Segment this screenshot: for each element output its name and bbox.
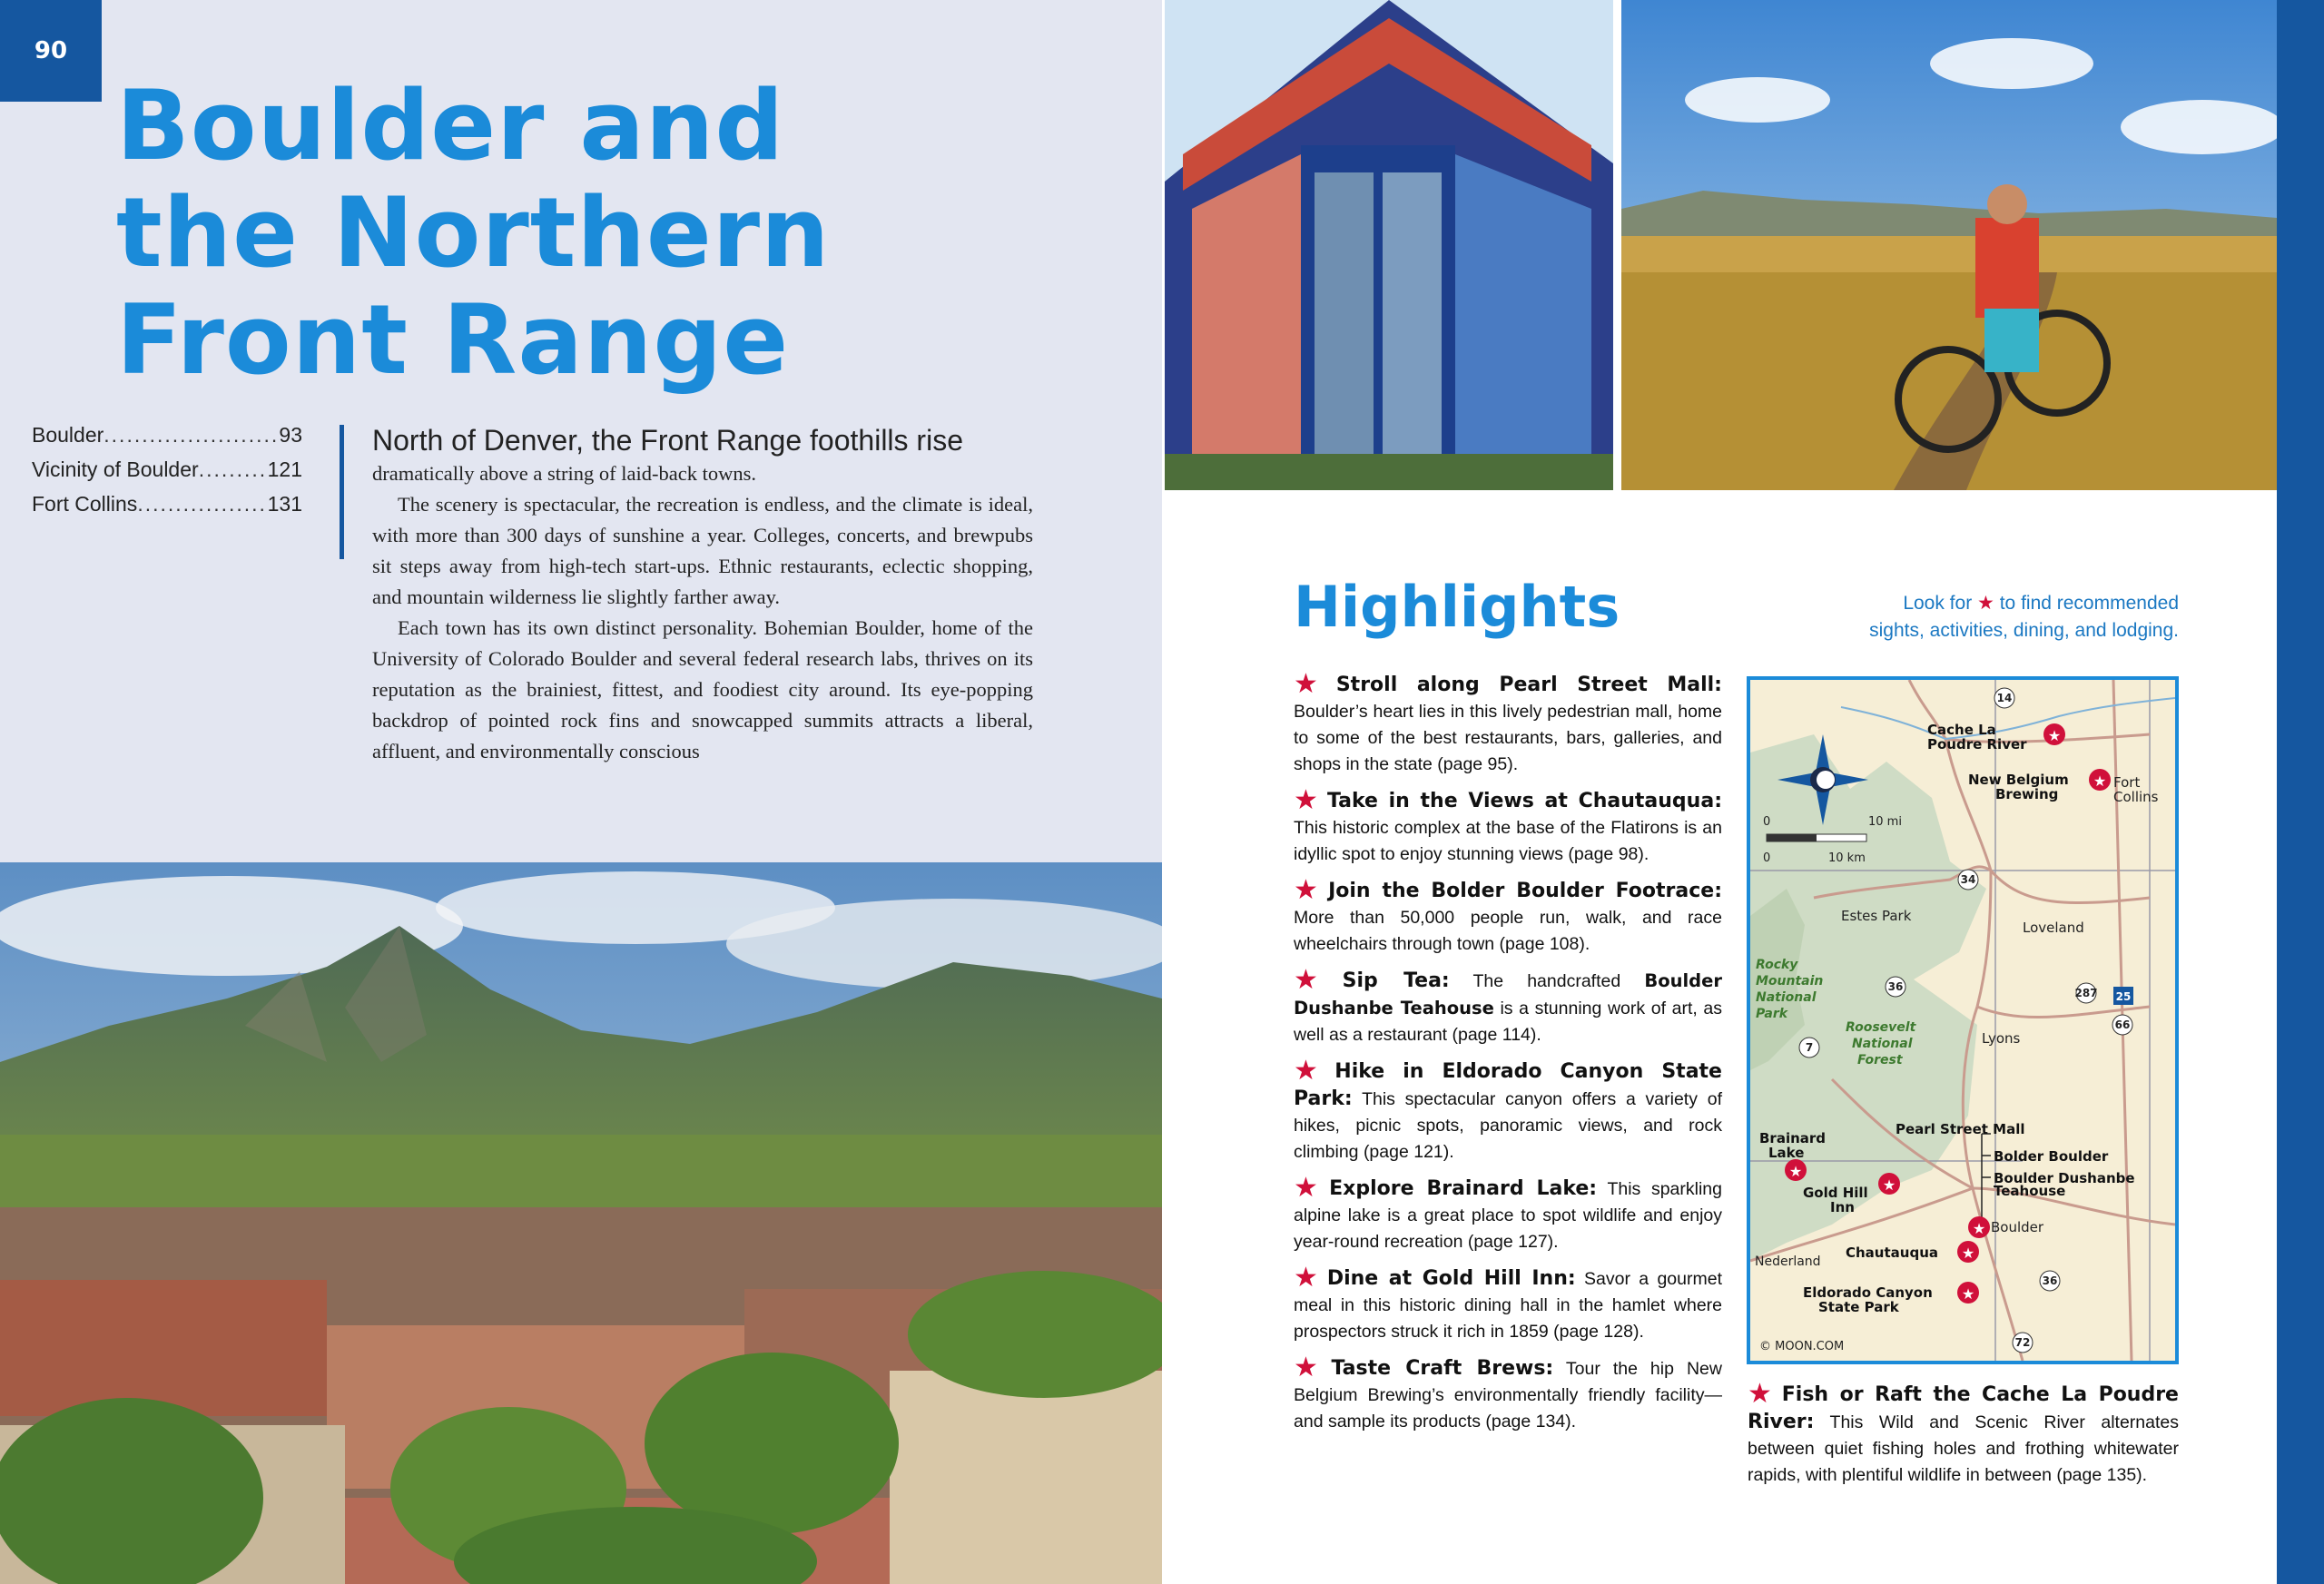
svg-text:Teahouse: Teahouse xyxy=(1994,1183,2066,1199)
svg-text:Fort: Fort xyxy=(2113,774,2141,791)
svg-text:Inn: Inn xyxy=(1830,1199,1855,1215)
svg-text:Poudre River: Poudre River xyxy=(1927,736,2027,753)
svg-text:Collins: Collins xyxy=(2113,789,2159,805)
highlight-body: Savor a gourmet meal in this historic dining hall in the hamlet where prospectors struck it rich in 1859 (page 128). xyxy=(1294,1269,1722,1342)
svg-text:Mountain: Mountain xyxy=(1756,974,1824,989)
page-edge-bar xyxy=(2277,0,2324,1584)
svg-text:Cache La: Cache La xyxy=(1927,722,1996,738)
svg-text:Brainard: Brainard xyxy=(1759,1130,1827,1146)
svg-text:© MOON.COM: © MOON.COM xyxy=(1759,1340,1845,1353)
highlight-body: This Wild and Scenic River alternates between quiet fishing holes and frothing whitewater rapids, with plentiful wildlife in between (page 135). xyxy=(1748,1412,2179,1485)
star-icon: ★ xyxy=(1294,1263,1322,1293)
svg-text:72: 72 xyxy=(2014,1336,2031,1349)
highlight-heading: Sip Tea: xyxy=(1342,969,1450,992)
star-icon: ★ xyxy=(1294,785,1322,815)
highlight-body: Boulder’s heart lies in this lively pedestrian mall, home to some of the best restaurants, bars, galleries, and shops in the state (page 95). xyxy=(1294,702,1722,774)
toc-entry[interactable] xyxy=(32,423,302,457)
svg-text:New Belgium: New Belgium xyxy=(1968,772,2069,788)
svg-text:14: 14 xyxy=(1996,692,2013,704)
highlight-heading: Join the Bolder Boulder Footrace: xyxy=(1328,880,1722,902)
highlight-heading: Explore Brainard Lake: xyxy=(1329,1177,1598,1200)
svg-text:★: ★ xyxy=(1882,1176,1896,1194)
highlights-title: Highlights xyxy=(1294,574,1620,640)
highlight-item xyxy=(1294,875,1722,958)
svg-text:Bolder Boulder: Bolder Boulder xyxy=(1994,1148,2109,1165)
highlight-heading: Dine at Gold Hill Inn: xyxy=(1326,1267,1576,1290)
svg-text:66: 66 xyxy=(2114,1018,2131,1031)
boulder-city-photo xyxy=(0,862,1162,1584)
teahouse-photo xyxy=(1165,0,1613,490)
svg-text:★: ★ xyxy=(1788,1163,1803,1180)
highlight-bold: Boulder Dushanbe Teahouse xyxy=(1294,970,1722,1018)
toc-entry[interactable] xyxy=(32,492,302,526)
intro-accent-bar xyxy=(340,425,344,559)
svg-text:★: ★ xyxy=(1961,1245,1975,1262)
intro-text xyxy=(372,422,1033,767)
highlight-heading: Take in the Views at Chautauqua: xyxy=(1326,790,1722,812)
chapter-title xyxy=(116,70,831,396)
svg-text:Lyons: Lyons xyxy=(1982,1030,2021,1047)
svg-text:Roosevelt: Roosevelt xyxy=(1846,1020,1916,1035)
highlight-item xyxy=(1294,1173,1722,1255)
star-icon: ★ xyxy=(1977,593,1994,614)
svg-text:National: National xyxy=(1756,990,1817,1005)
highlight-body: This historic complex at the base of the Flatirons is an idyllic spot to enjoy stunning views (page 98). xyxy=(1294,818,1722,864)
highlight-body: More than 50,000 people run, walk, and race wheelchairs through town (page 108). xyxy=(1294,908,1722,954)
highlight-body: This sparkling alpine lake is a great place to spot wildlife and enjoy year-round recreation (page 127). xyxy=(1294,1179,1722,1252)
star-icon: ★ xyxy=(1294,1173,1324,1203)
mountain-biker-photo xyxy=(1621,0,2277,490)
highlight-body: The handcrafted xyxy=(1472,971,1621,991)
svg-text:Rocky: Rocky xyxy=(1756,958,1798,972)
svg-text:Forest: Forest xyxy=(1857,1053,1903,1067)
highlight-item xyxy=(1294,1058,1722,1166)
highlights-map xyxy=(1747,676,2179,1364)
highlight-heading: Hike in Eldorado Canyon State Park: xyxy=(1294,1060,1722,1110)
svg-text:Pearl Street Mall: Pearl Street Mall xyxy=(1896,1121,2025,1137)
highlight-item xyxy=(1294,1355,1722,1435)
highlight-item xyxy=(1294,1265,1722,1345)
highlights-list xyxy=(1294,669,1722,1445)
svg-text:36: 36 xyxy=(1887,980,1904,993)
svg-text:Estes Park: Estes Park xyxy=(1841,908,1912,924)
page-number: 90 xyxy=(0,0,102,102)
svg-text:★: ★ xyxy=(1972,1220,1986,1237)
svg-text:Eldorado Canyon: Eldorado Canyon xyxy=(1803,1284,1933,1301)
star-icon: ★ xyxy=(1294,1353,1326,1382)
toc-entry[interactable] xyxy=(32,457,302,492)
highlight-heading: Taste Craft Brews: xyxy=(1331,1357,1554,1380)
highlight-body: This spectacular canyon offers a variety of hikes, picnic spots, panoramic views, and rock climbing (page 121). xyxy=(1294,1089,1722,1162)
toc-entry-page: 121 xyxy=(267,457,302,481)
svg-text:★: ★ xyxy=(2047,727,2062,744)
chapter-title-line: Boulder and xyxy=(116,70,785,182)
highlight-item xyxy=(1748,1379,2179,1489)
svg-text:Boulder Dushanbe: Boulder Dushanbe xyxy=(1994,1170,2135,1186)
highlight-body: is a stunning work of art, as well as a restaurant (page 114). xyxy=(1294,999,1722,1045)
chapter-title-line: the Northern xyxy=(116,177,831,289)
svg-text:Lake: Lake xyxy=(1768,1145,1805,1161)
star-icon: ★ xyxy=(1294,875,1324,905)
highlight-item xyxy=(1294,669,1722,778)
svg-text:Chautauqua: Chautauqua xyxy=(1846,1245,1938,1261)
svg-text:★: ★ xyxy=(1961,1285,1975,1303)
chapter-contents xyxy=(32,423,302,526)
svg-text:287: 287 xyxy=(2074,987,2098,999)
svg-text:36: 36 xyxy=(2042,1274,2058,1287)
svg-text:Gold Hill: Gold Hill xyxy=(1803,1185,1868,1201)
intro-paragraph: Each town has its own distinct personality. Bohemian Boulder, home of the University of Colorado Boulder and several federal research labs, thrives on its reputation as the brainiest, fittest, and foodiest city around. Its eye-popping backdrop of pointed rock fins and snowcapped summits attracts a liberal, affluent, and environmentally conscious xyxy=(372,616,1033,762)
toc-entry-page: 93 xyxy=(279,423,302,447)
svg-text:0: 0 xyxy=(1763,851,1771,865)
star-icon: ★ xyxy=(1294,1056,1330,1086)
intro-lead-continued: dramatically above a string of laid-back towns. xyxy=(372,462,756,485)
toc-entry-page: 131 xyxy=(267,492,302,516)
highlight-body: Tour the hip New Belgium Brewing’s environmentally friendly facility—and sample its products (page 134). xyxy=(1294,1359,1722,1432)
intro-lead: North of Denver, the Front Range foothills rise xyxy=(372,424,963,457)
toc-entry-label: Fort Collins xyxy=(32,492,138,516)
chapter-title-line: Front Range xyxy=(116,284,790,396)
intro-paragraph: The scenery is spectacular, the recreation is endless, and the climate is ideal, with more than 300 days of sunshine a year. Colleges, concerts, and brewpubs sit steps away from high-tech start-ups. Ethnic restaurants, eclectic shopping, and mountain wilderness lie slightly farther away. xyxy=(372,493,1033,608)
svg-text:0: 0 xyxy=(1763,815,1771,829)
highlight-heading: Fish or Raft the Cache La Poudre River: xyxy=(1748,1383,2179,1433)
svg-text:Park: Park xyxy=(1756,1007,1788,1021)
svg-text:★: ★ xyxy=(2093,772,2107,790)
star-icon: ★ xyxy=(1294,965,1337,995)
svg-text:10 mi: 10 mi xyxy=(1868,815,1902,829)
highlight-item xyxy=(1294,965,1722,1048)
svg-text:10 km: 10 km xyxy=(1828,851,1866,865)
star-icon: ★ xyxy=(1294,669,1331,699)
svg-text:7: 7 xyxy=(1805,1041,1814,1054)
svg-text:Boulder: Boulder xyxy=(1991,1219,2044,1235)
star-icon: ★ xyxy=(1748,1379,1777,1409)
svg-text:Nederland: Nederland xyxy=(1755,1254,1821,1269)
highlight-item xyxy=(1294,785,1722,868)
star-legend: Look for ★ to find recommended sights, activities, dining, and lodging. xyxy=(1869,593,2179,641)
svg-text:National: National xyxy=(1852,1037,1913,1051)
svg-text:34: 34 xyxy=(1960,873,1976,886)
toc-entry-label: Vicinity of Boulder xyxy=(32,457,199,481)
highlight-heading: Stroll along Pearl Street Mall: xyxy=(1335,674,1722,696)
toc-entry-label: Boulder xyxy=(32,423,104,447)
svg-text:State Park: State Park xyxy=(1818,1299,1899,1315)
svg-text:25: 25 xyxy=(2115,990,2132,1003)
svg-text:Loveland: Loveland xyxy=(2023,920,2084,936)
svg-text:Brewing: Brewing xyxy=(1995,786,2059,802)
